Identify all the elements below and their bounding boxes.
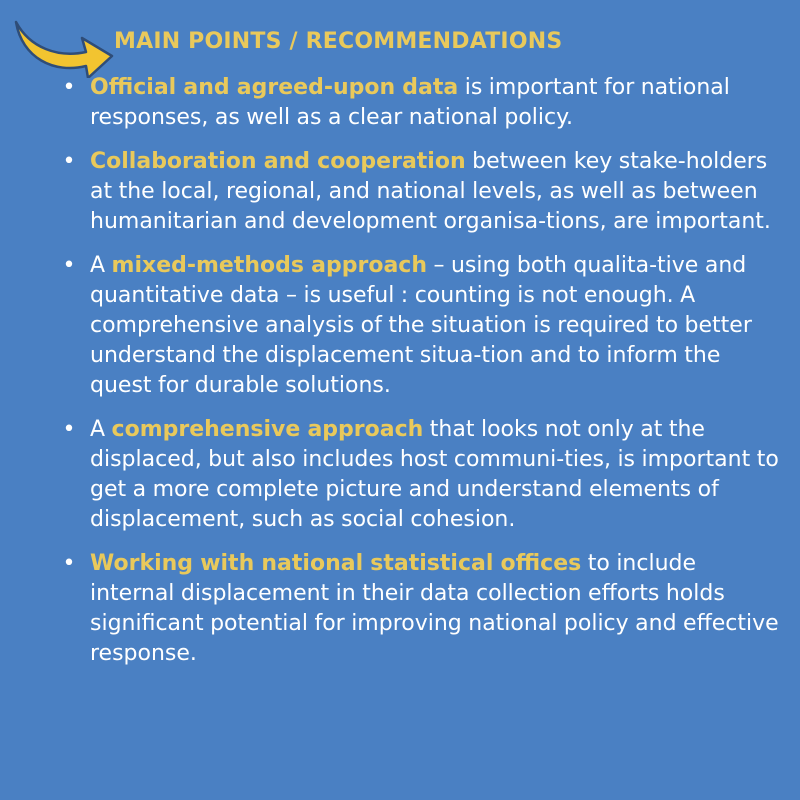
point-text: that looks not only at the displaced, but also includes host communi-ties, is important to get a more complete picture and understand elements of displacement, such as social cohesion. [90,417,779,532]
bullet-dot-icon: • [62,149,76,174]
point-highlight: Official and agreed-upon data [90,75,459,100]
point-highlight: mixed-methods approach [111,253,427,278]
list-item [62,549,784,669]
point-text: – using both qualita-tive and quantitative data – is useful : counting is not enough. A comprehensive analysis of the situation is required to better understand the displacement situa-tion and to inform the quest for durable solutions. [90,253,752,398]
list-item [62,147,784,237]
point-text: to include internal displacement in their data collection efforts holds significant potential for improving national policy and effective response. [90,551,779,666]
point-highlight: Collaboration and cooperation [90,149,466,174]
point-prefix: A [90,417,112,442]
bullet-dot-icon: • [62,253,76,278]
bullet-dot-icon: • [62,551,76,576]
main-points-list [62,73,784,683]
list-item [62,415,784,535]
point-highlight: Working with national statistical offices [90,551,582,576]
point-text: is important for national responses, as well as a clear national policy. [90,75,730,130]
list-item [62,73,784,133]
point-text: between key stake-holders at the local, regional, and national levels, as well as between humanitarian and development organisa-tions, are important. [90,149,771,234]
list-item [62,251,784,401]
section-heading: MAIN POINTS / RECOMMENDATIONS [114,29,563,54]
bullet-dot-icon: • [62,417,76,442]
point-prefix: A [90,253,112,278]
bullet-dot-icon: • [62,75,76,100]
curved-arrow-icon [8,8,118,78]
point-highlight: comprehensive approach [111,417,424,442]
